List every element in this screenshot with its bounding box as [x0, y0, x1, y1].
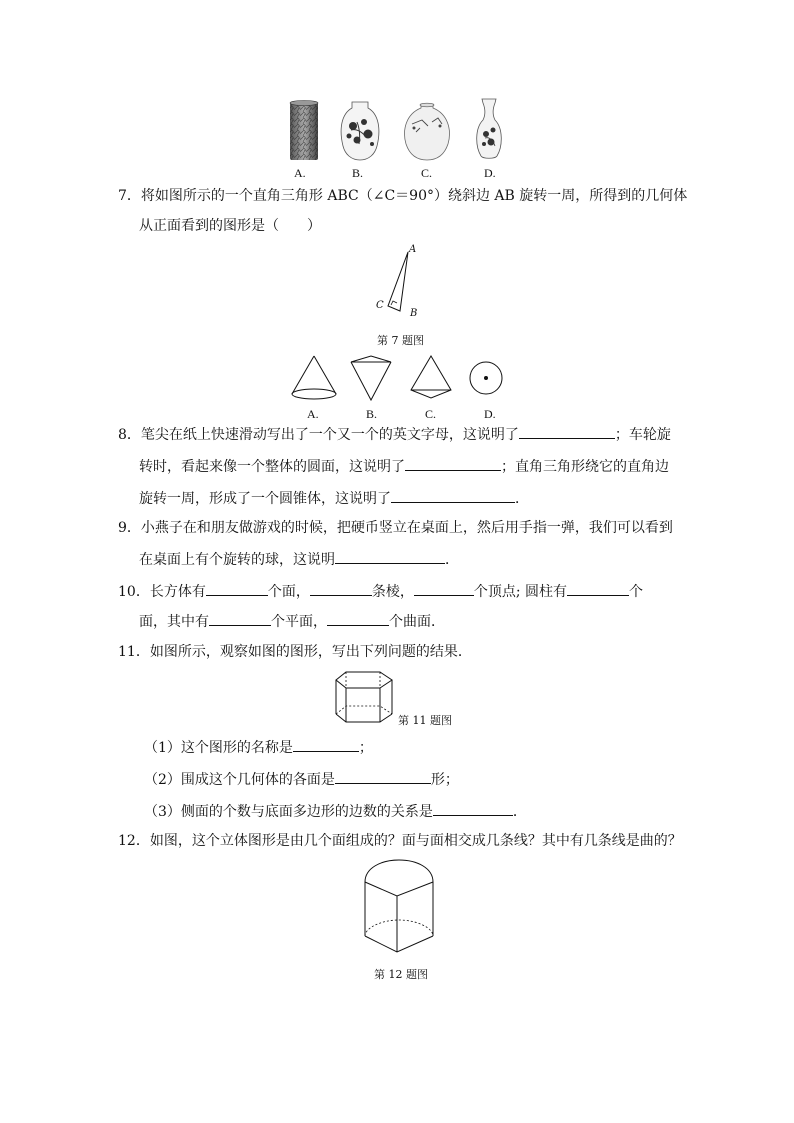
q11-stem: 11．如图所示，观察如图的图形，写出下列问题的结果． [118, 644, 472, 660]
q6-option-c-image [402, 102, 452, 162]
q11-blank-1[interactable] [293, 737, 359, 752]
q6-option-d-label: D. [484, 166, 496, 180]
q8-text-1a: 8．笔尖在纸上快速滑动写出了一个又一个的英文字母，这说明了 [118, 427, 519, 443]
q7-vertex-b: B [410, 308, 418, 319]
jar-vase-icon [402, 102, 452, 162]
q10-blank-vertices[interactable] [414, 581, 474, 596]
q11-sub2 [144, 769, 459, 790]
q10-text-7: 个平面， [271, 614, 327, 630]
q6-option-a-image [289, 100, 319, 162]
q10-text-5: 个 [629, 584, 643, 600]
q7-option-c-label: C. [425, 407, 437, 421]
q10-blank-planes[interactable] [209, 611, 271, 626]
tall-vase-icon [473, 98, 505, 162]
q9-text-2b: ． [445, 552, 459, 568]
q9-text-2a: 在桌面上有个旋转的球，这说明 [139, 552, 335, 568]
q8-text-3a: 旋转一周，形成了一个圆锥体，这说明了 [139, 491, 391, 507]
q7-option-b-figure [348, 354, 394, 404]
q11-text-2b: 形； [430, 772, 459, 788]
q7-option-c-figure [408, 354, 454, 404]
q12-solid-figure [361, 858, 437, 956]
q12-figure-caption: 第 12 题图 [374, 968, 428, 981]
q6-option-b-image [337, 100, 383, 162]
q7-option-d-figure [466, 360, 506, 400]
q8-text-3b: ． [515, 491, 529, 507]
q6-option-a-label: A. [294, 166, 306, 180]
q9-line1: 9．小燕子在和朋友做游戏的时候，把硬币竖立在桌面上，然后用手指一弹，我们可以看到 [118, 520, 673, 536]
q6-option-c-label: C. [421, 166, 433, 180]
q9-line2 [139, 549, 459, 570]
q6-option-b-label: B. [352, 166, 364, 180]
q7-triangle-figure [372, 244, 422, 320]
q8-blank-3[interactable] [391, 488, 515, 503]
round-vase-icon [337, 100, 383, 162]
q10-text-3: 条棱， [371, 584, 414, 600]
q10-text-2: 个面， [267, 584, 310, 600]
q11-blank-3[interactable] [433, 801, 513, 816]
q10-text-1: 10．长方体有 [118, 584, 206, 600]
q6-option-d-image [473, 98, 505, 162]
q10-text-8: 个曲面． [389, 614, 445, 630]
q11-blank-2[interactable] [335, 769, 431, 784]
q7-option-a-label: A. [307, 407, 319, 421]
q11-text-1a: （1）这个图形的名称是 [144, 740, 293, 756]
q9-blank[interactable] [335, 549, 445, 564]
q8-line1 [118, 424, 671, 445]
q7-stem-line2: 从正面看到的图形是（ ） [139, 218, 321, 234]
q7-option-a-figure [288, 354, 340, 404]
q7-vertex-a: A [409, 244, 417, 255]
q8-text-2a: 转时，看起来像一个整体的圆面，这说明了 [139, 459, 405, 475]
q7-figure-caption: 第 7 题图 [377, 334, 424, 347]
q11-figure-caption: 第 11 题图 [398, 714, 452, 727]
q12-stem: 12．如图，这个立体图形是由几个面组成的？面与面相交成几条线？其中有几条线是曲的？ [118, 833, 682, 849]
cylinder-vase-icon [289, 100, 319, 162]
q10-line1 [118, 581, 643, 602]
q8-text-1b: ；车轮旋 [614, 427, 671, 443]
q8-line2 [139, 456, 669, 477]
q11-hexagonal-prism-figure [332, 668, 396, 728]
q8-blank-2[interactable] [405, 456, 501, 471]
q11-text-3a: （3）侧面的个数与底面多边形的边数的关系是 [144, 804, 433, 820]
q7-option-d-label: D. [484, 407, 496, 421]
q7-option-b-label: B. [366, 407, 378, 421]
q10-blank-edges[interactable] [310, 581, 372, 596]
q8-line3 [139, 488, 529, 509]
q8-blank-1[interactable] [519, 424, 615, 439]
q10-blank-curved[interactable] [327, 611, 389, 626]
q11-text-1b: ； [358, 740, 373, 756]
q7-stem-line1: 7．将如图所示的一个直角三角形 ABC（∠C＝90°）绕斜边 AB 旋转一周，所得到的几何体 [118, 188, 688, 204]
q11-sub3 [144, 801, 527, 822]
q11-sub1 [144, 737, 373, 758]
q10-blank-faces[interactable] [206, 581, 268, 596]
q10-line2 [139, 611, 445, 632]
q11-text-3b: ． [512, 804, 527, 820]
q10-text-6: 面，其中有 [139, 614, 209, 630]
q11-text-2a: （2）围成这个几何体的各面是 [144, 772, 335, 788]
q8-text-2b: ；直角三角形绕它的直角边 [501, 459, 669, 475]
q10-text-4: 个顶点; 圆柱有 [473, 584, 567, 600]
q7-vertex-c: C [376, 300, 384, 311]
q10-blank-cylinder-faces[interactable] [567, 581, 629, 596]
